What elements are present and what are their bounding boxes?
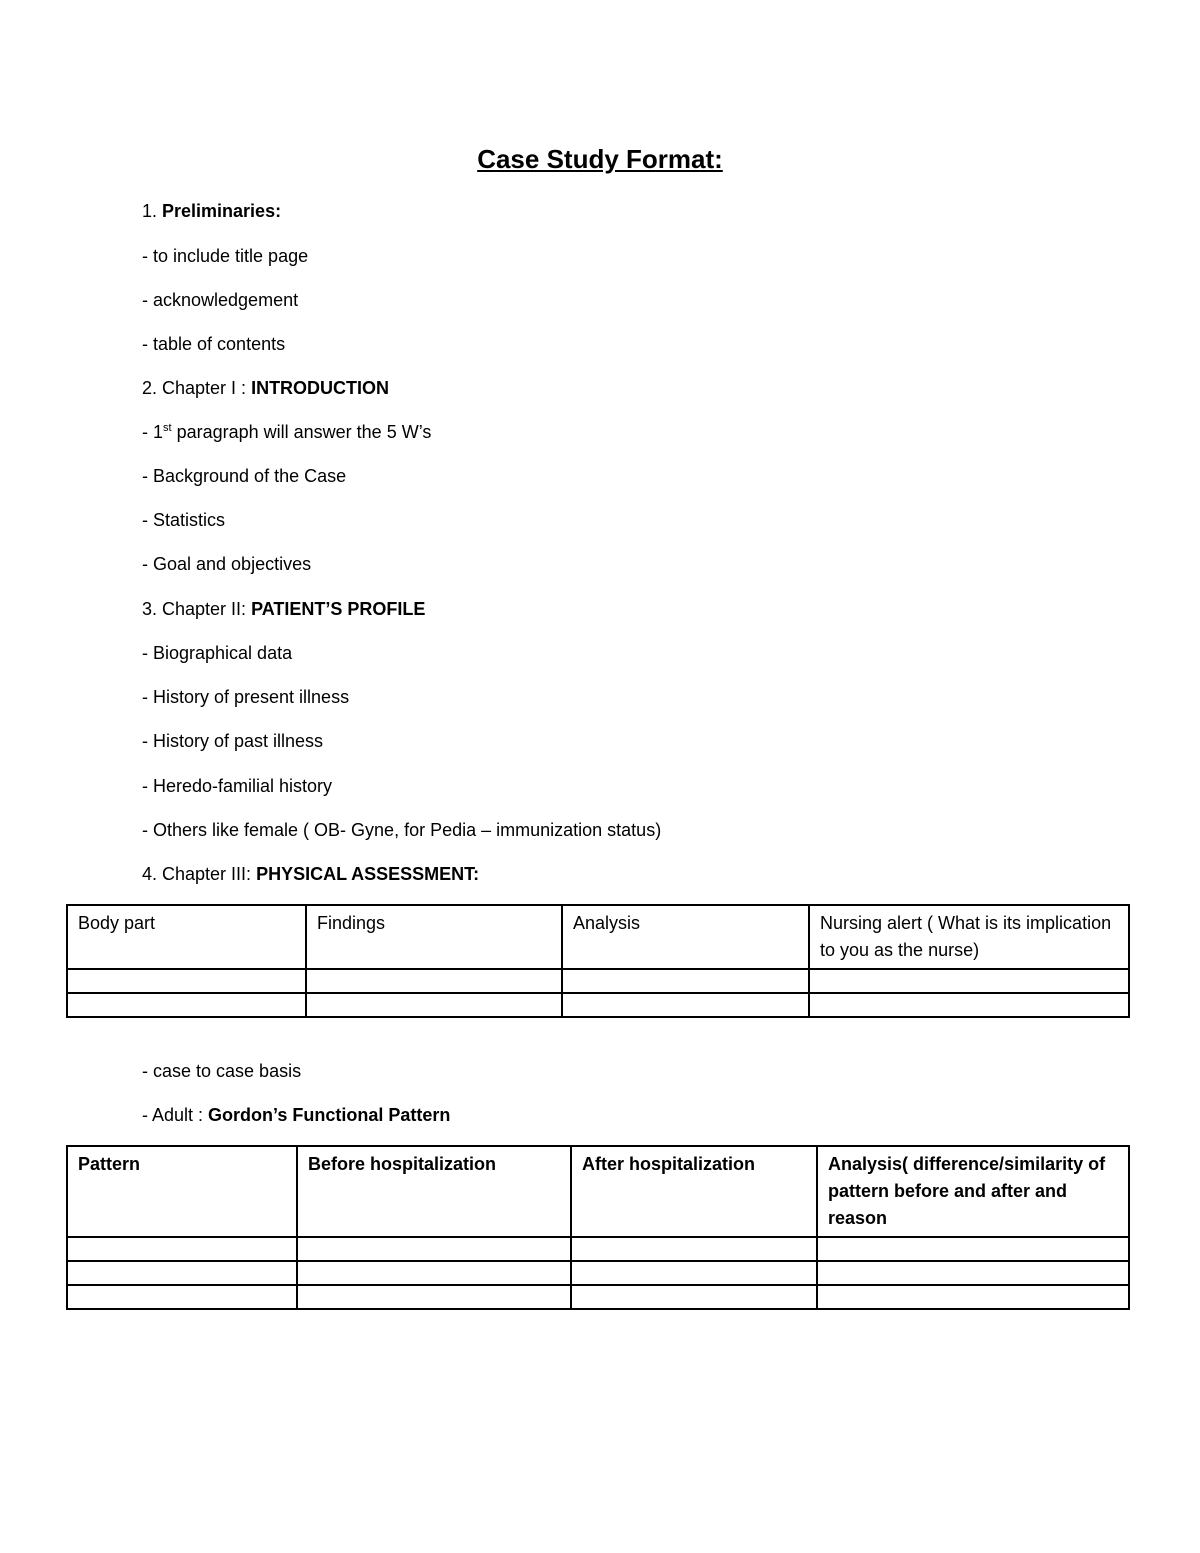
list-item: - table of contents [142,334,286,354]
table-cell [817,1237,1129,1261]
list-item-text: - 1 [142,422,164,442]
table-cell [67,993,306,1017]
table-row [67,993,1129,1017]
adult-prefix: - Adult : [142,1105,209,1125]
superscript: st [163,422,172,434]
table-header-cell: Findings [306,905,562,969]
table-header-cell: Body part [67,905,306,969]
list-item: - acknowledgement [142,290,299,310]
section-1-number: 1. [142,201,163,221]
table-cell [67,969,306,993]
list-item [142,422,431,443]
gordon-pattern-table [66,1145,1130,1310]
table-cell [306,993,562,1017]
table-cell [817,1285,1129,1309]
list-item: - Statistics [142,510,226,530]
list-item: - History of past illness [142,731,324,751]
table-row [67,1237,1129,1261]
table-cell [297,1237,571,1261]
table-cell [67,1237,297,1261]
list-item: - case to case basis [142,1061,302,1081]
section-3-label: PATIENT’S PROFILE [251,599,426,619]
table-header-cell: Pattern [67,1146,297,1237]
list-item: - Goal and objectives [142,554,312,574]
list-item: - Others like female ( OB- Gyne, for Pedia – immunization status) [142,820,662,840]
table-row [67,1261,1129,1285]
section-2-label: INTRODUCTION [251,378,390,398]
table-cell [571,1237,817,1261]
adult-label: Gordon’s Functional Pattern [208,1105,451,1125]
table-cell [571,1261,817,1285]
table-row [67,969,1129,993]
table-cell [809,993,1129,1017]
section-4-heading [142,864,479,885]
table-cell [306,969,562,993]
table-cell [562,969,809,993]
table-cell [297,1261,571,1285]
physical-assessment-table [66,904,1130,1018]
table-cell [297,1285,571,1309]
table-cell [67,1261,297,1285]
table-cell [817,1261,1129,1285]
table-header-row [67,1146,1129,1237]
page-title: Case Study Format: [477,144,723,174]
table-cell [571,1285,817,1309]
section-2-heading [142,378,389,399]
table-cell [809,969,1129,993]
section-4-prefix: 4. Chapter III: [142,864,257,884]
section-3-heading [142,599,425,620]
table-header-cell: After hospitalization [571,1146,817,1237]
table-row [67,1285,1129,1309]
list-item: - Heredo-familial history [142,776,333,796]
section-2-prefix: 2. Chapter I : [142,378,252,398]
list-item-text: paragraph will answer the 5 W’s [171,422,432,442]
table-cell [67,1285,297,1309]
table-header-cell: Nursing alert ( What is its implication to you as the nurse) [809,905,1129,969]
section-1-heading [142,201,281,222]
table-header-cell: Before hospitalization [297,1146,571,1237]
list-item: - Biographical data [142,643,293,663]
table-cell [562,993,809,1017]
list-item: - to include title page [142,246,309,266]
table-header-row [67,905,1129,969]
adult-heading [142,1105,450,1126]
section-1-label: Preliminaries: [162,201,282,221]
section-3-prefix: 3. Chapter II: [142,599,252,619]
table-header-cell: Analysis( difference/similarity of pattern before and after and reason [817,1146,1129,1237]
table-header-cell: Analysis [562,905,809,969]
list-item: - Background of the Case [142,466,347,486]
list-item: - History of present illness [142,687,350,707]
section-4-label: PHYSICAL ASSESSMENT: [256,864,480,884]
